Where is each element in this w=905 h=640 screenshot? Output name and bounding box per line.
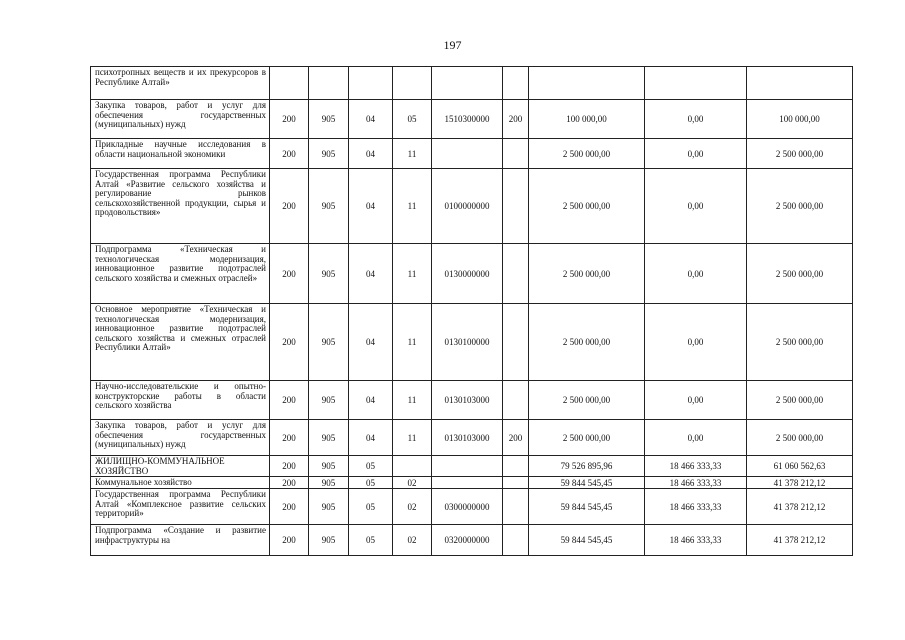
cell-amount-regional: 61 060 562,63	[747, 456, 853, 477]
cell-amount-total: 79 526 895,96	[529, 456, 645, 477]
cell-subsection: 11	[393, 381, 432, 420]
table-row	[91, 477, 853, 489]
cell-amount-total	[529, 67, 645, 100]
cell-section	[349, 67, 393, 100]
cell-section: 05	[349, 489, 393, 525]
cell-code: 200	[270, 381, 309, 420]
table-row	[91, 244, 853, 304]
cell-amount-federal: 0,00	[645, 244, 747, 304]
cell-target-article: 0130000000	[432, 244, 503, 304]
cell-ministry: 905	[309, 420, 349, 456]
cell-code: 200	[270, 304, 309, 381]
cell-code: 200	[270, 139, 309, 169]
cell-amount-federal: 18 466 333,33	[645, 525, 747, 556]
table-row	[91, 381, 853, 420]
cell-amount-regional: 2 500 000,00	[747, 169, 853, 244]
cell-target-article	[432, 139, 503, 169]
cell-section: 05	[349, 525, 393, 556]
cell-amount-total: 2 500 000,00	[529, 420, 645, 456]
cell-expense-type	[503, 67, 529, 100]
cell-section: 04	[349, 304, 393, 381]
cell-section: 04	[349, 139, 393, 169]
cell-ministry: 905	[309, 456, 349, 477]
cell-target-article: 0130103000	[432, 381, 503, 420]
cell-ministry	[309, 67, 349, 100]
cell-ministry: 905	[309, 139, 349, 169]
table-row	[91, 169, 853, 244]
cell-expense-type	[503, 139, 529, 169]
cell-expense-type: 200	[503, 420, 529, 456]
table-row	[91, 456, 853, 477]
cell-expense-type: 200	[503, 100, 529, 139]
cell-code: 200	[270, 525, 309, 556]
cell-ministry: 905	[309, 489, 349, 525]
page-number: 197	[443, 38, 462, 52]
cell-expense-type	[503, 489, 529, 525]
table-row	[91, 139, 853, 169]
cell-subsection: 11	[393, 139, 432, 169]
cell-amount-federal: 18 466 333,33	[645, 489, 747, 525]
cell-name: Прикладные научные исследования в области национальной экономики	[91, 139, 270, 169]
cell-section: 04	[349, 169, 393, 244]
cell-expense-type	[503, 456, 529, 477]
cell-amount-total: 100 000,00	[529, 100, 645, 139]
cell-section: 04	[349, 420, 393, 456]
cell-amount-total: 59 844 545,45	[529, 525, 645, 556]
cell-subsection: 05	[393, 100, 432, 139]
cell-ministry: 905	[309, 381, 349, 420]
cell-code	[270, 67, 309, 100]
cell-amount-federal	[645, 67, 747, 100]
cell-section: 05	[349, 456, 393, 477]
cell-name: психотропных веществ и их прекурсоров в Республике Алтай»	[91, 67, 270, 100]
cell-amount-regional: 2 500 000,00	[747, 381, 853, 420]
cell-amount-regional: 2 500 000,00	[747, 139, 853, 169]
cell-ministry: 905	[309, 169, 349, 244]
cell-name: Закупка товаров, работ и услуг для обеспечения государственных (муниципальных) нужд	[91, 100, 270, 139]
cell-name: ЖИЛИЩНО-КОММУНАЛЬНОЕ ХОЗЯЙСТВО	[91, 456, 270, 477]
cell-amount-federal: 18 466 333,33	[645, 456, 747, 477]
cell-amount-regional: 41 378 212,12	[747, 477, 853, 489]
cell-section: 04	[349, 100, 393, 139]
cell-section: 04	[349, 244, 393, 304]
cell-subsection: 02	[393, 489, 432, 525]
cell-subsection: 11	[393, 244, 432, 304]
table-row	[91, 420, 853, 456]
cell-expense-type	[503, 525, 529, 556]
cell-name: Государственная программа Республики Алтай «Развитие сельского хозяйства и регулирование рынков сельскохозяйственной продукции, сырья и продовольствия»	[91, 169, 270, 244]
cell-subsection	[393, 67, 432, 100]
cell-section: 05	[349, 477, 393, 489]
cell-name: Подпрограмма «Техническая и технологическая модернизация, инновационное развитие подотраслей сельского хозяйства и смежных отраслей»	[91, 244, 270, 304]
cell-target-article: 1510300000	[432, 100, 503, 139]
cell-target-article: 0100000000	[432, 169, 503, 244]
cell-ministry: 905	[309, 100, 349, 139]
cell-target-article	[432, 456, 503, 477]
cell-name: Государственная программа Республики Алтай «Комплексное развитие сельских территорий»	[91, 489, 270, 525]
cell-subsection: 11	[393, 420, 432, 456]
cell-amount-regional: 41 378 212,12	[747, 525, 853, 556]
cell-amount-total: 2 500 000,00	[529, 304, 645, 381]
cell-ministry: 905	[309, 244, 349, 304]
cell-code: 200	[270, 456, 309, 477]
cell-target-article: 0130100000	[432, 304, 503, 381]
cell-code: 200	[270, 420, 309, 456]
cell-amount-regional: 2 500 000,00	[747, 304, 853, 381]
budget-table	[90, 66, 853, 556]
cell-amount-total: 2 500 000,00	[529, 169, 645, 244]
cell-amount-federal: 18 466 333,33	[645, 477, 747, 489]
table-row	[91, 525, 853, 556]
table-row	[91, 304, 853, 381]
cell-subsection	[393, 456, 432, 477]
cell-amount-total: 2 500 000,00	[529, 139, 645, 169]
cell-name: Подпрограмма «Создание и развитие инфраструктуры на	[91, 525, 270, 556]
cell-target-article: 0300000000	[432, 489, 503, 525]
cell-name: Основное мероприятие «Техническая и технологическая модернизация, инновационное развитие подотраслей сельского хозяйства и смежных отраслей Республики Алтай»	[91, 304, 270, 381]
cell-expense-type	[503, 169, 529, 244]
cell-amount-regional	[747, 67, 853, 100]
cell-name: Коммунальное хозяйство	[91, 477, 270, 489]
cell-target-article	[432, 67, 503, 100]
cell-code: 200	[270, 489, 309, 525]
cell-amount-federal: 0,00	[645, 100, 747, 139]
cell-code: 200	[270, 244, 309, 304]
table-row	[91, 489, 853, 525]
cell-code: 200	[270, 100, 309, 139]
cell-target-article: 0320000000	[432, 525, 503, 556]
cell-amount-total: 2 500 000,00	[529, 244, 645, 304]
cell-expense-type	[503, 244, 529, 304]
cell-amount-total: 59 844 545,45	[529, 489, 645, 525]
cell-code: 200	[270, 477, 309, 489]
cell-amount-total: 2 500 000,00	[529, 381, 645, 420]
cell-expense-type	[503, 477, 529, 489]
cell-subsection: 11	[393, 169, 432, 244]
cell-ministry: 905	[309, 477, 349, 489]
cell-amount-federal: 0,00	[645, 381, 747, 420]
cell-target-article: 0130103000	[432, 420, 503, 456]
cell-amount-total: 59 844 545,45	[529, 477, 645, 489]
cell-subsection: 02	[393, 477, 432, 489]
cell-target-article	[432, 477, 503, 489]
cell-amount-regional: 2 500 000,00	[747, 420, 853, 456]
cell-amount-federal: 0,00	[645, 420, 747, 456]
cell-section: 04	[349, 381, 393, 420]
cell-code: 200	[270, 169, 309, 244]
cell-expense-type	[503, 381, 529, 420]
cell-amount-federal: 0,00	[645, 139, 747, 169]
cell-amount-regional: 2 500 000,00	[747, 244, 853, 304]
table-row	[91, 67, 853, 100]
cell-subsection: 11	[393, 304, 432, 381]
cell-amount-regional: 41 378 212,12	[747, 489, 853, 525]
cell-name: Научно-исследовательские и опытно-конструкторские работы в области сельского хозяйства	[91, 381, 270, 420]
cell-ministry: 905	[309, 525, 349, 556]
cell-name: Закупка товаров, работ и услуг для обеспечения государственных (муниципальных) нужд	[91, 420, 270, 456]
cell-amount-federal: 0,00	[645, 304, 747, 381]
cell-amount-regional: 100 000,00	[747, 100, 853, 139]
table-row	[91, 100, 853, 139]
cell-subsection: 02	[393, 525, 432, 556]
cell-expense-type	[503, 304, 529, 381]
cell-ministry: 905	[309, 304, 349, 381]
cell-amount-federal: 0,00	[645, 169, 747, 244]
